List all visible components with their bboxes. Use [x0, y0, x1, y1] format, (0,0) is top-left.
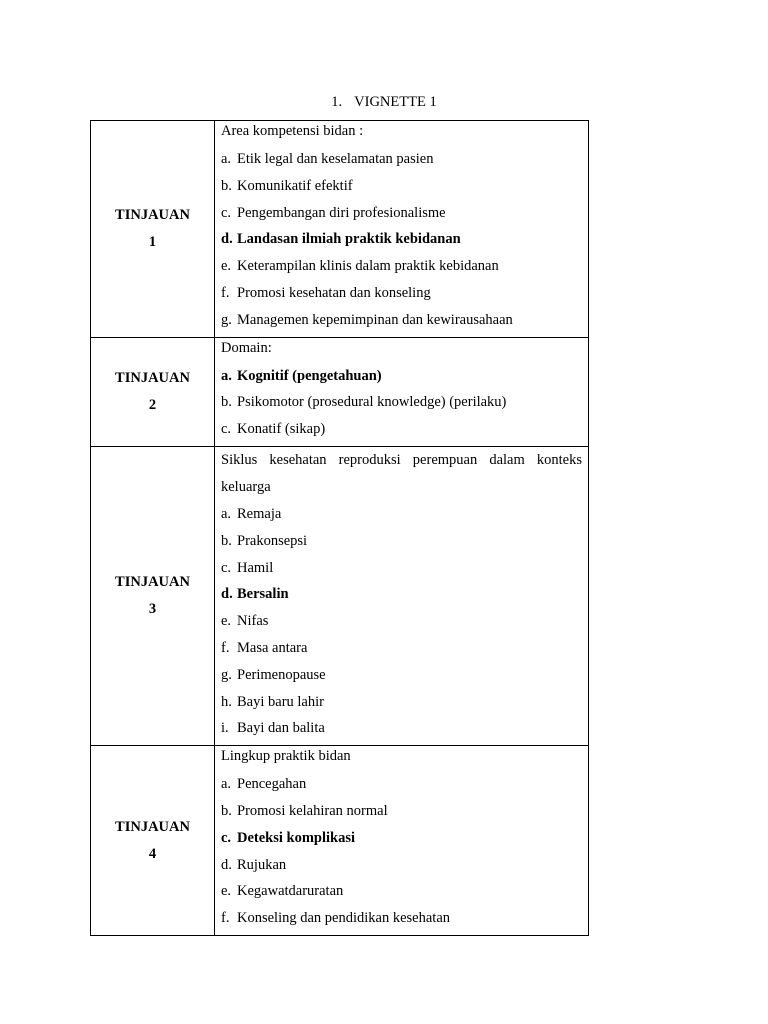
option-text: Nifas [237, 613, 269, 630]
tinjauan-row [91, 121, 589, 338]
answer-option [221, 608, 582, 635]
option-text: Pencegahan [237, 776, 307, 793]
option-text: Perimenopause [237, 666, 326, 683]
option-letter: f. [221, 639, 230, 656]
answer-option [221, 635, 582, 662]
tinjauan-number: 1 [148, 233, 157, 250]
tinjauan-number: 4 [148, 845, 157, 862]
option-letter: e. [221, 883, 232, 900]
option-text: Psikomotor (prosedural knowledge) (perilaku) [237, 394, 507, 411]
option-letter: g. [221, 666, 232, 683]
tinjauan-label: TINJAUAN [115, 574, 190, 591]
answer-option [221, 416, 582, 443]
option-text: Komunikatif efektif [237, 177, 353, 194]
tinjauan-row [91, 746, 589, 936]
option-letter: h. [221, 693, 232, 710]
tinjauan-row [91, 446, 589, 745]
option-letter: e. [221, 613, 232, 630]
tinjauan-content-cell [215, 121, 589, 338]
title-number: 1. [331, 94, 343, 110]
answer-option-selected [221, 581, 582, 608]
tinjauan-table [90, 120, 589, 936]
answer-option [221, 555, 582, 582]
answer-option [221, 771, 582, 798]
answer-option [221, 501, 582, 528]
tinjauan-label-cell [91, 746, 215, 936]
tinjauan-label: TINJAUAN [115, 369, 190, 386]
answer-option [221, 253, 582, 280]
tinjauan-label-cell [91, 446, 215, 745]
option-letter: c. [221, 421, 232, 438]
answer-option [221, 280, 582, 307]
option-letter: c. [221, 559, 232, 576]
document-title [0, 92, 768, 112]
tinjauan-number: 2 [148, 396, 157, 413]
option-text: Bayi baru lahir [237, 693, 324, 710]
option-text: Rujukan [237, 856, 287, 873]
option-text: Prakonsepsi [237, 532, 308, 549]
tinjauan-label-cell [91, 121, 215, 338]
tinjauan-label-cell [91, 337, 215, 446]
section-heading: Siklus kesehatan reproduksi perempuan dalam konteks keluarga [221, 451, 582, 495]
answer-option-selected [221, 226, 582, 253]
option-letter: d. [221, 586, 233, 603]
section-heading: Lingkup praktik bidan [221, 748, 351, 765]
option-letter: b. [221, 394, 232, 411]
answer-option [221, 200, 582, 227]
tinjauan-content-cell [215, 746, 589, 936]
answer-option [221, 146, 582, 173]
option-text: Bersalin [237, 586, 289, 603]
option-letter: f. [221, 284, 230, 301]
tinjauan-label: TINJAUAN [115, 818, 190, 835]
answer-option [221, 878, 582, 905]
option-letter: e. [221, 258, 232, 275]
table-body [91, 121, 589, 936]
option-text: Pengembangan diri profesionalisme [237, 204, 446, 221]
answer-option [221, 852, 582, 879]
option-letter: b. [221, 177, 232, 194]
option-text: Kognitif (pengetahuan) [237, 367, 382, 384]
tinjauan-row [91, 337, 589, 446]
option-letter: d. [221, 231, 233, 248]
title-text: VIGNETTE 1 [354, 94, 437, 110]
answer-option [221, 689, 582, 716]
option-text: Kegawatdaruratan [237, 883, 344, 900]
option-letter: a. [221, 776, 232, 793]
option-letter: b. [221, 532, 232, 549]
tinjauan-content-cell [215, 446, 589, 745]
option-letter: g. [221, 311, 232, 328]
answer-option [221, 905, 582, 932]
answer-option [221, 798, 582, 825]
answer-option [221, 662, 582, 689]
tinjauan-number: 3 [148, 601, 157, 618]
answer-option [221, 528, 582, 555]
option-text: Masa antara [237, 639, 308, 656]
answer-option [221, 715, 582, 742]
option-text: Managemen kepemimpinan dan kewirausahaan [237, 311, 513, 328]
option-text: Konatif (sikap) [237, 421, 326, 438]
section-heading: Domain: [221, 339, 272, 356]
option-letter: i. [221, 720, 229, 737]
option-text: Konseling dan pendidikan kesehatan [237, 910, 451, 927]
option-letter: a. [221, 505, 232, 522]
tinjauan-label: TINJAUAN [115, 206, 190, 223]
option-text: Deteksi komplikasi [237, 829, 356, 846]
option-text: Promosi kelahiran normal [237, 802, 388, 819]
option-letter: a. [221, 151, 232, 167]
answer-option [221, 173, 582, 200]
answer-option-selected [221, 825, 582, 852]
option-text: Keterampilan klinis dalam praktik kebidanan [237, 258, 499, 275]
option-letter: c. [221, 204, 232, 221]
answer-option [221, 307, 582, 334]
answer-option-selected [221, 363, 582, 390]
option-text: Landasan ilmiah praktik kebidanan [237, 231, 461, 248]
option-text: Promosi kesehatan dan konseling [237, 284, 431, 301]
option-letter: f. [221, 910, 230, 927]
option-letter: a. [221, 367, 232, 384]
option-text: Etik legal dan keselamatan pasien [237, 151, 434, 167]
option-text: Remaja [237, 505, 282, 522]
option-letter: c. [221, 829, 232, 846]
tinjauan-content-cell [215, 337, 589, 446]
answer-option [221, 389, 582, 416]
option-letter: d. [221, 856, 232, 873]
section-heading: Area kompetensi bidan : [221, 123, 364, 139]
option-text: Bayi dan balita [237, 720, 325, 737]
option-letter: b. [221, 802, 232, 819]
option-text: Hamil [237, 559, 274, 576]
